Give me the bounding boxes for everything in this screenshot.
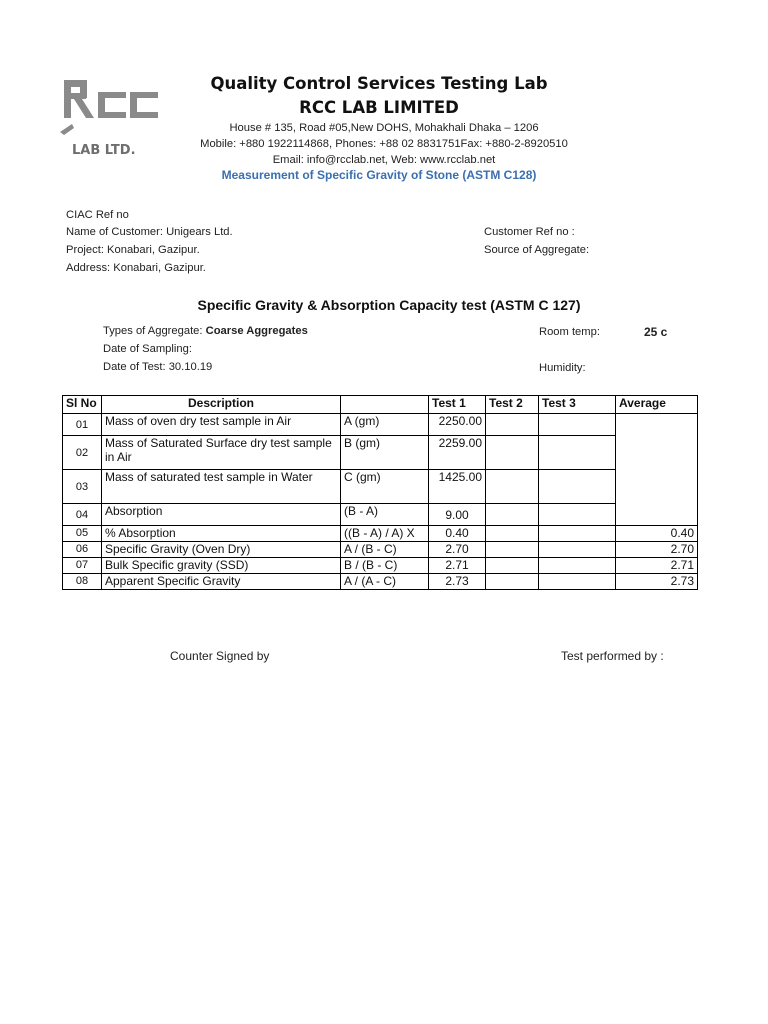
row-sl: 01 [63,414,102,436]
row-test1: 9.00 [429,504,486,526]
table-header-row [63,396,698,414]
header-test2: Test 2 [486,396,539,414]
customer-ref: Customer Ref no : [484,226,575,238]
row-sl: 05 [63,526,102,542]
table-row [63,542,698,558]
row-test3 [539,436,616,470]
row-formula: A / (B - C) [341,542,429,558]
document-subtitle: Measurement of Specific Gravity of Stone (ASTM C128) [221,168,537,182]
row-average-merged [616,414,698,526]
email-line: Email: info@rcclab.net, Web: www.rcclab.net [272,154,496,166]
row-description: Mass of saturated test sample in Water [102,470,341,504]
row-average: 0.40 [616,526,698,542]
header-formula [341,396,429,414]
row-formula: A (gm) [341,414,429,436]
row-test3 [539,526,616,542]
row-test3 [539,504,616,526]
row-test2 [486,504,539,526]
row-sl: 04 [63,504,102,526]
row-test2 [486,542,539,558]
table-row [63,574,698,590]
header-test3: Test 3 [539,396,616,414]
row-formula: (B - A) [341,504,429,526]
row-test2 [486,526,539,542]
row-description: Mass of Saturated Surface dry test sample in Air [102,436,341,470]
row-test2 [486,414,539,436]
table-row [63,470,698,504]
row-sl: 06 [63,542,102,558]
row-test1: 2.70 [429,542,486,558]
row-test1: 2.73 [429,574,486,590]
ciac-ref: CIAC Ref no [66,209,129,221]
row-description: Bulk Specific gravity (SSD) [102,558,341,574]
table-row [63,526,698,542]
table-row [63,558,698,574]
customer-address: Address: Konabari, Gazipur. [66,262,206,274]
counter-signed-label: Counter Signed by [170,649,270,663]
row-formula: B / (B - C) [341,558,429,574]
row-description: Absorption [102,504,341,526]
row-sl: 02 [63,436,102,470]
row-test3 [539,470,616,504]
row-average: 2.70 [616,542,698,558]
row-test1: 1425.00 [429,470,486,504]
room-temp-value: 25 c [644,325,668,339]
aggregate-type-label: Types of Aggregate: [103,325,206,337]
table-row [63,504,698,526]
row-average: 2.71 [616,558,698,574]
row-description: Apparent Specific Gravity [102,574,341,590]
row-sl: 07 [63,558,102,574]
row-formula: A / (A - C) [341,574,429,590]
room-temp-label: Room temp: [539,326,600,338]
test-performed-label: Test performed by : [561,649,664,663]
aggregate-type-value: Coarse Aggregates [205,325,308,337]
row-test3 [539,574,616,590]
row-formula: C (gm) [341,470,429,504]
row-test1: 2250.00 [429,414,486,436]
section-title: Specific Gravity & Absorption Capacity test (ASTM C 127) [197,297,581,313]
row-test3 [539,542,616,558]
sampling-date: Date of Sampling: [103,343,192,355]
row-test1: 2259.00 [429,436,486,470]
row-average: 2.73 [616,574,698,590]
row-description: % Absorption [102,526,341,542]
project: Project: Konabari, Gazipur. [66,244,200,256]
company-name: RCC LAB LIMITED [299,98,459,117]
test-date: Date of Test: 30.10.19 [103,361,213,373]
row-sl: 08 [63,574,102,590]
address-line: House # 135, Road #05,New DOHS, Mohakhali Dhaka – 1206 [229,122,539,134]
row-test2 [486,558,539,574]
row-test1: 2.71 [429,558,486,574]
row-description: Specific Gravity (Oven Dry) [102,542,341,558]
row-description: Mass of oven dry test sample in Air [102,414,341,436]
aggregate-type [103,325,308,337]
phone-line: Mobile: +880 1922114868, Phones: +88 02 8831751Fax: +880-2-8920510 [200,138,568,150]
row-test1: 0.40 [429,526,486,542]
lab-title: Quality Control Services Testing Lab [210,74,548,93]
header-sl: Sl No [63,396,102,414]
table-row [63,436,698,470]
row-formula: ((B - A) / A) X [341,526,429,542]
header-test1: Test 1 [429,396,486,414]
customer-name: Name of Customer: Unigears Ltd. [66,226,233,238]
row-sl: 03 [63,470,102,504]
row-test2 [486,436,539,470]
row-test3 [539,414,616,436]
results-table [62,395,698,590]
aggregate-source: Source of Aggregate: [484,244,590,256]
row-test2 [486,470,539,504]
row-formula: B (gm) [341,436,429,470]
header-average: Average [616,396,698,414]
table-row [63,414,698,436]
row-test2 [486,574,539,590]
header-description: Description [102,396,341,414]
humidity: Humidity: [539,362,586,374]
logo-lab-text: LAB LTD. [72,143,136,158]
row-test3 [539,558,616,574]
